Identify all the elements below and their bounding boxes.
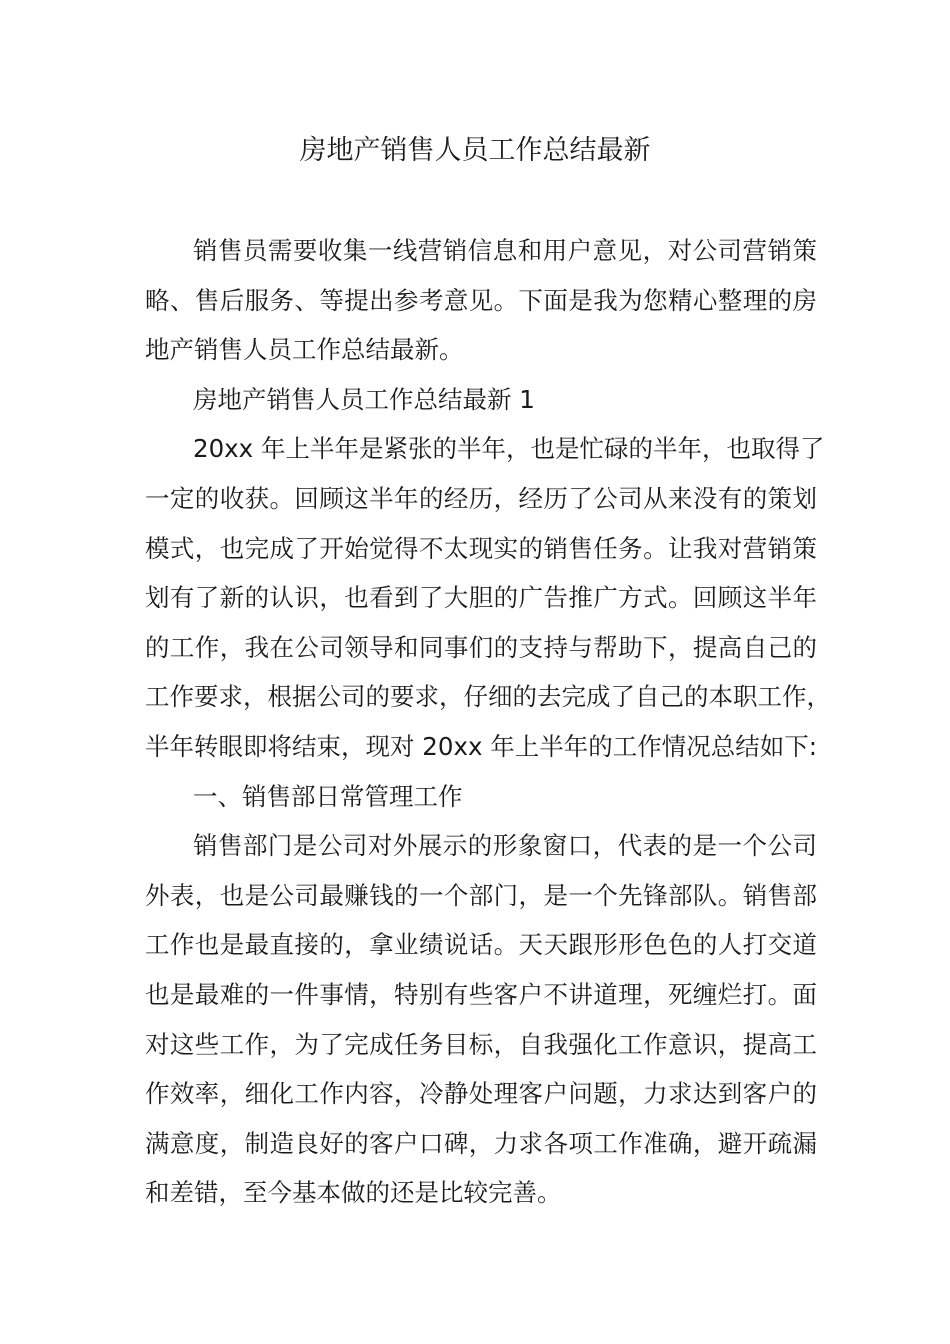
text-line: 工作要求，根据公司的要求，仔细的去完成了自己的本职工作，	[145, 682, 831, 712]
text-line: 房地产销售人员工作总结最新 1	[193, 384, 535, 414]
text-line: 销售部门是公司对外展示的形象窗口，代表的是一个公司	[193, 831, 817, 861]
document-body	[145, 226, 831, 1218]
text-line: 略、售后服务、等提出参考意见。下面是我为您精心整理的房	[145, 285, 817, 315]
text-line: 作效率，细化工作内容，冷静处理客户问题，力求达到客户的	[145, 1079, 817, 1109]
text-line: 的工作，我在公司领导和同事们的支持与帮助下，提高自己的	[145, 632, 817, 662]
text-line: 工作也是最直接的，拿业绩说话。天天跟形形色色的人打交道	[145, 930, 817, 960]
text-line: 外表，也是公司最赚钱的一个部门，是一个先锋部队。销售部	[145, 880, 817, 910]
text-line: 销售员需要收集一线营销信息和用户意见，对公司营销策	[193, 236, 817, 265]
text-line: 一定的收获。回顾这半年的经历，经历了公司从来没有的策划	[145, 483, 817, 513]
text-line: 一、销售部日常管理工作	[193, 781, 463, 811]
text-line: 满意度，制造良好的客户口碑，力求各项工作准确，避开疏漏	[145, 1128, 817, 1158]
text-line: 也是最难的一件事情，特别有些客户不讲道理，死缠烂打。面	[145, 979, 817, 1009]
text-line: 半年转眼即将结束，现对 20xx 年上半年的工作情况总结如下:	[145, 731, 818, 761]
document-title: 房地产销售人员工作总结最新	[299, 135, 651, 166]
text-line: 和差错，至今基本做的还是比较完善。	[145, 1178, 562, 1208]
text-line: 模式，也完成了开始觉得不太现实的销售任务。让我对营销策	[145, 533, 817, 563]
text-line: 20xx 年上半年是紧张的半年，也是忙碌的半年，也取得了	[193, 434, 825, 464]
text-line: 划有了新的认识，也看到了大胆的广告推广方式。回顾这半年	[145, 583, 817, 613]
text-line: 地产销售人员工作总结最新。	[145, 335, 464, 365]
text-line: 对这些工作，为了完成任务目标，自我强化工作意识，提高工	[145, 1029, 817, 1059]
